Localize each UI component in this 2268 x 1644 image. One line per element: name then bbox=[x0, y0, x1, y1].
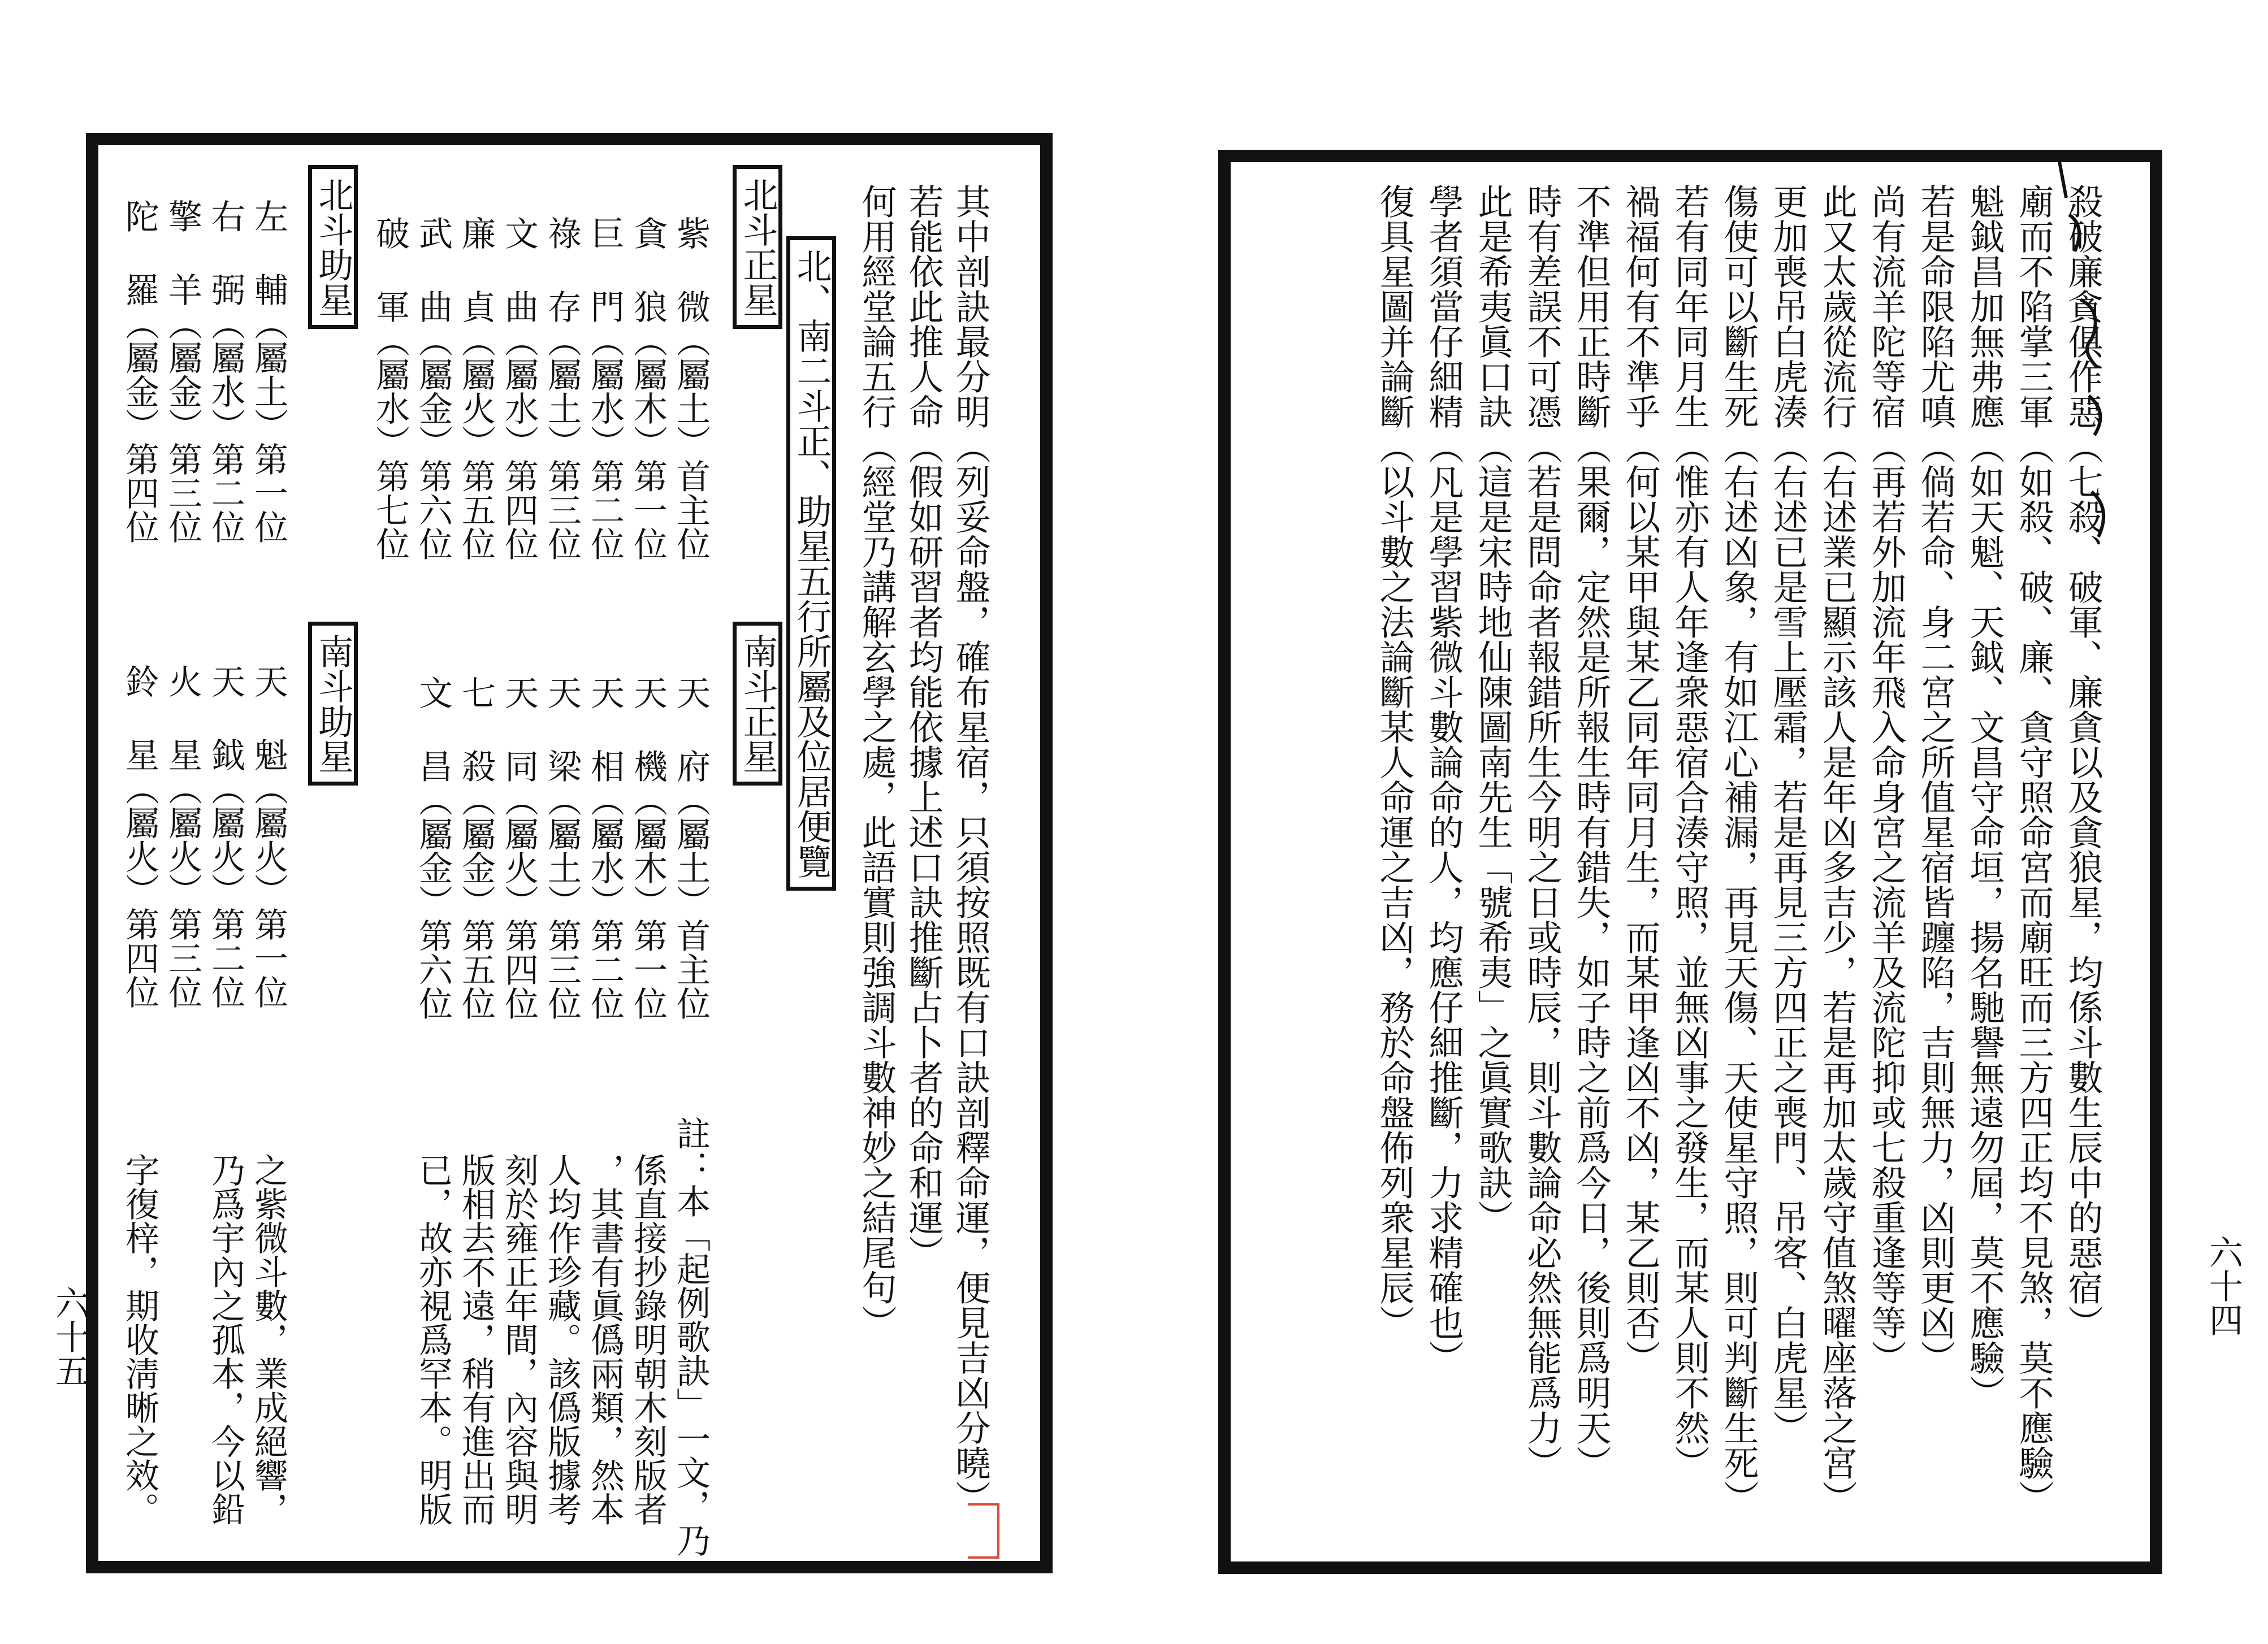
left-page-number: 六十五 bbox=[50, 1286, 89, 1387]
south-main-row-1: 天 府（屬土）首主位 bbox=[671, 675, 711, 1020]
north-main-row-8: 破 軍（屬水）第七位 bbox=[370, 216, 410, 561]
note-line-7: 已，故亦視爲罕本。明版 bbox=[413, 1153, 453, 1526]
north-main-row-6: 廉 貞（屬火）第五位 bbox=[456, 216, 496, 561]
note-line-6: 版相去不遠，稍有進出而 bbox=[456, 1153, 496, 1526]
note-line-1: 註：本「起例歌訣」一文，乃 bbox=[671, 1116, 711, 1557]
right-line-15: 復具星圖并論斷（以斗數之法論斷某人命運之吉凶，務於命盤佈列衆星辰） bbox=[1374, 184, 1415, 1340]
right-line-14: 學者須當仔細精（凡是學習紫微斗數論命的人，均應仔細推斷，力求精確也） bbox=[1423, 184, 1464, 1375]
south-main-row-5: 天 同（屬火）第四位 bbox=[499, 675, 539, 1020]
note-line-9: 乃爲宇內之孤本，今以鉛 bbox=[206, 1153, 245, 1526]
south-main-row-3: 天 相（屬水）第二位 bbox=[585, 675, 625, 1020]
note-line-4: 人均作珍藏。該僞版據考 bbox=[542, 1153, 582, 1526]
right-line-12: 時有差誤不可憑（若是問命者報錯所生今明之日或時辰，則斗數論命必然無能爲力） bbox=[1521, 184, 1563, 1480]
right-line-7: 更加喪吊白虎湊（右述已是雪上壓霜，若是再見三方四正之喪門、吊客、白虎星） bbox=[1767, 184, 1808, 1445]
south-aux-row-1: 天 魁（屬火）第一位 bbox=[249, 664, 288, 1009]
left-intro-line-1-text: 其中剖訣最分明（列妥命盤，確布星宿，只須按照既有口訣剖釋命運，便見吉凶分曉） bbox=[950, 184, 991, 1515]
note-line-2: 係直接抄錄明朝木刻版者 bbox=[628, 1153, 668, 1526]
north-aux-row-2: 右 弼（屬水）第二位 bbox=[206, 199, 245, 544]
note-line-5: 刻於雍正年間，內容與明 bbox=[499, 1153, 539, 1526]
south-aux-row-3: 火 星（屬火）第三位 bbox=[163, 664, 202, 1009]
handwritten-pen-marks bbox=[2035, 130, 2126, 571]
north-main-row-4: 祿 存（屬土）第三位 bbox=[542, 216, 582, 561]
south-main-row-2: 天 機（屬木）第一位 bbox=[628, 675, 668, 1020]
north-aux-heading: 北斗助星 bbox=[308, 165, 358, 329]
south-main-row-6: 七 殺（屬金）第五位 bbox=[456, 675, 496, 1020]
right-line-10: 禍福何有不準乎（何以某甲與某乙同年同月生，而某甲逢凶不凶，某乙則否） bbox=[1620, 184, 1661, 1375]
south-aux-row-2: 天 鉞（屬火）第二位 bbox=[206, 664, 245, 1009]
north-main-row-3: 巨 門（屬水）第二位 bbox=[585, 216, 625, 561]
north-aux-row-4: 陀 羅（屬金）第四位 bbox=[120, 199, 159, 544]
north-main-heading: 北斗正星 bbox=[733, 165, 782, 329]
section-title-box: 北、南二斗正、助星五行所屬及位居便覽 bbox=[786, 236, 836, 891]
left-intro-line-1 bbox=[950, 184, 991, 1515]
right-line-11: 不準但用正時斷（果爾，定然是所報生時有錯失，如子時之前爲今日，後則爲明天） bbox=[1570, 184, 1612, 1480]
left-intro-line-3: 何用經堂論五行（經堂乃講解玄學之處，此語實則強調斗數神妙之結尾句） bbox=[856, 184, 897, 1340]
north-main-row-2: 貪 狼（屬木）第一位 bbox=[628, 216, 668, 561]
right-line-4: 若是命限陷尤嗔（倘若命、身二宮之所值星宿皆躔陷，吉則無力，凶則更凶） bbox=[1915, 184, 1956, 1375]
right-line-5: 尚有流羊陀等宿（再若外加流年飛入命身宮之流羊及流陀抑或七殺重逢等等） bbox=[1866, 184, 1907, 1375]
left-intro-line-2: 若能依此推人命（假如研習者均能依據上述口訣推斷占卜者的命和運） bbox=[903, 184, 944, 1270]
note-line-3: ，其書有眞僞兩類，然本 bbox=[585, 1153, 625, 1526]
south-aux-row-4: 鈴 星（屬火）第四位 bbox=[120, 664, 159, 1009]
north-main-row-5: 文 曲（屬水）第四位 bbox=[499, 216, 539, 561]
note-line-10: 字復梓，期收淸晰之效。 bbox=[120, 1153, 159, 1526]
right-line-2: 廟而不陷掌三軍（如殺、破、廉、貪守照命宮而廟旺而三方四正均不見煞，莫不應驗） bbox=[2013, 184, 2054, 1515]
north-aux-row-3: 擎 羊（屬金）第三位 bbox=[163, 199, 202, 544]
right-line-3: 魁鉞昌加無弗應（如天魁、天鉞、文昌守命垣，揚名馳譽無遠勿屆，莫不應驗） bbox=[1964, 184, 2005, 1410]
north-aux-row-1: 左 輔（屬土）第一位 bbox=[249, 199, 288, 544]
north-main-row-1: 紫 微（屬土）首主位 bbox=[671, 216, 711, 561]
text-selection-marker bbox=[968, 1503, 999, 1559]
right-line-1: 殺破廉貪俱作惡（七殺、破軍、廉貪以及貪狼星，均係斗數生辰中的惡宿） bbox=[2062, 184, 2103, 1340]
note-line-8: 之紫微斗數，業成絕響， bbox=[249, 1153, 288, 1526]
right-line-13: 此是希夷眞口訣（這是宋時地仙陳圖南先生「號希夷」之眞實歌訣） bbox=[1472, 184, 1513, 1235]
south-main-row-4: 天 梁（屬土）第三位 bbox=[542, 675, 582, 1020]
south-main-heading: 南斗正星 bbox=[733, 622, 782, 786]
south-main-row-7: 文 昌（屬金）第六位 bbox=[413, 675, 453, 1020]
right-line-8: 傷使可以斷生死（右述凶象，有如江心補漏，再見天傷、天使星守照，則可判斷生死） bbox=[1718, 184, 1759, 1515]
right-line-9: 若有同年同月生（惟亦有人年逢衆惡宿合湊守照，並無凶事之發生，而某人則不然） bbox=[1669, 184, 1710, 1480]
north-main-row-7: 武 曲（屬金）第六位 bbox=[413, 216, 453, 561]
right-page-number: 六十四 bbox=[2204, 1235, 2243, 1337]
south-aux-heading: 南斗助星 bbox=[308, 622, 358, 786]
right-line-6: 此又太歲從流行（右述業已顯示該人是年凶多吉少，若是再加太歲守值煞曜座落之宮） bbox=[1816, 184, 1858, 1515]
